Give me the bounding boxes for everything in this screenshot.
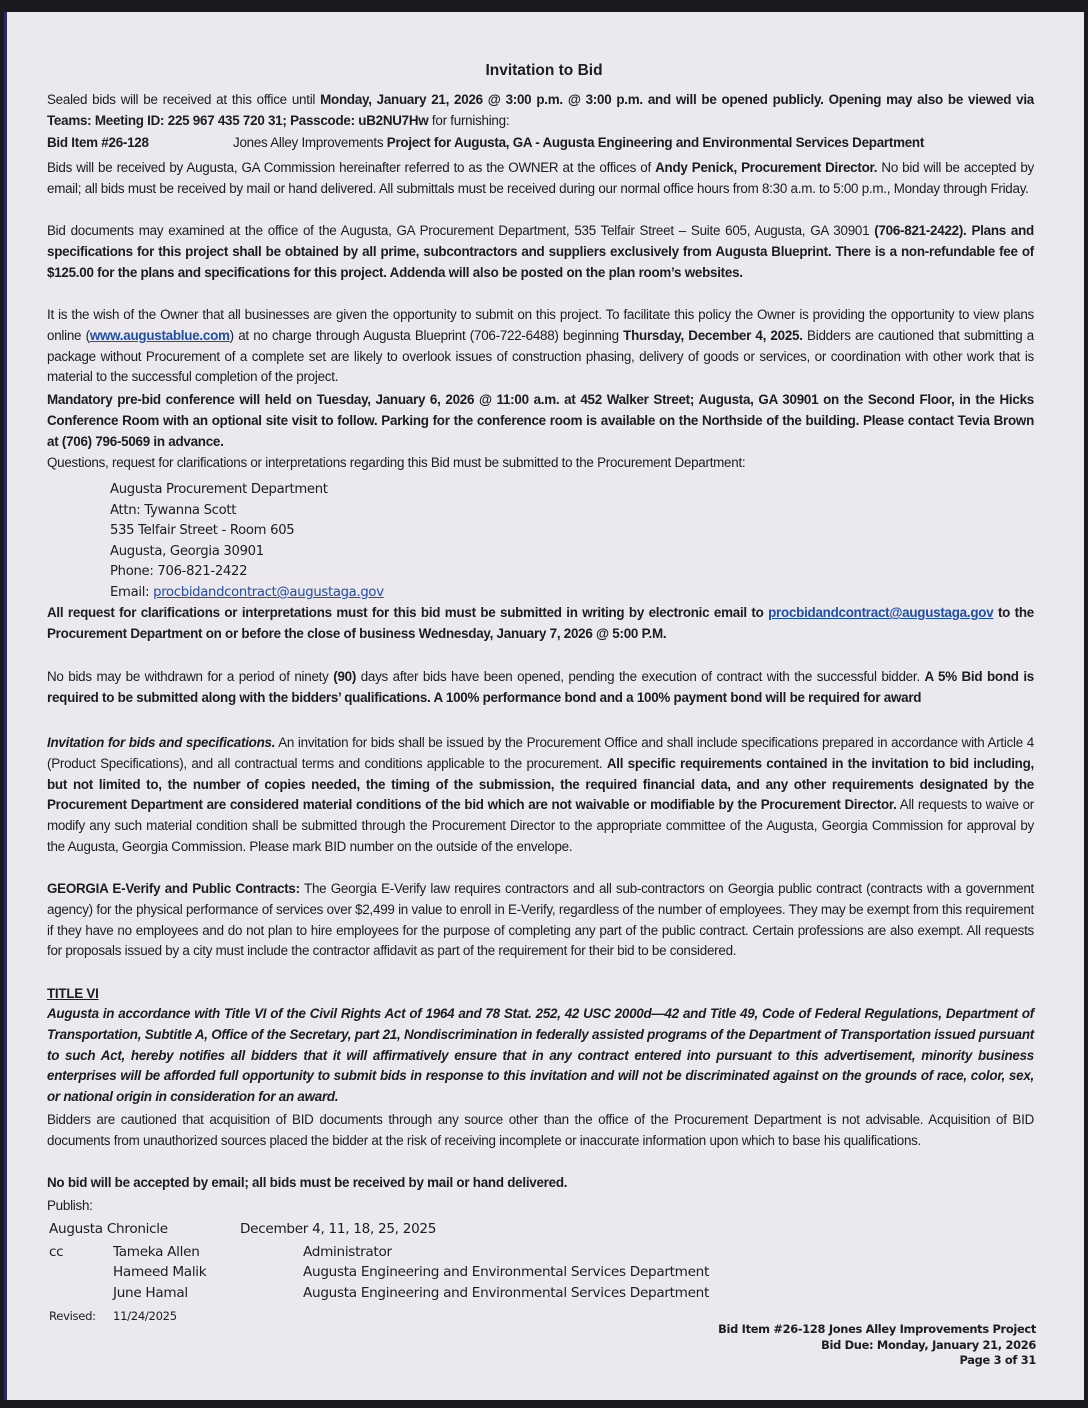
address-line: Augusta Procurement Department — [110, 482, 328, 497]
paragraph-opportunity: It is the wish of the Owner that all businesses are given the opportunity to submit on this project. To facilitate this policy the Owner is providing the opportunity to view plans online (www.augustablue.com) at no charge through Augusta Blueprint (706-722-6488) beginning Thursday, December 4, 2025. Bidders are cautioned that submitting a package without Procurement of a complete set are likely to overlook issues of construction phasing, delivery of goods or services, or coordination with other work that is material to the successful completion of the project. — [47, 307, 1034, 385]
paragraph-sealed-bids: Sealed bids will be received at this office until Monday, January 21, 2026 @ 3:00 p.m. @ 3:00 p.m. and will be opened publicly. Opening may also be viewed via Teams: Meeting ID: 225 967 435 720 31; Passcode: uB2NU7Hw for furnishing: — [47, 92, 1034, 128]
address-line: Augusta, Georgia 30901 — [110, 543, 264, 559]
title-vi-heading: TITLE VI — [47, 986, 99, 1001]
cc-name: June Hamal — [113, 1285, 188, 1301]
paragraph-questions: Questions, request for clarifications or interpretations regarding this Bid must be submitted to the Procurement Department: — [47, 455, 746, 470]
revised-label: Revised: — [49, 1309, 96, 1323]
address-line: 535 Telfair Street - Room 605 — [110, 523, 295, 539]
bid-item-label: Bid Item #26-128 — [47, 135, 149, 150]
cc-name: Tameka Allen — [113, 1244, 200, 1260]
paragraph-title-vi: Augusta in accordance with Title VI of the Civil Rights Act of 1964 and 78 Stat. 252, 42 USC 2000d—42 and Title 49, Code of Federal Regulations, Department of Transportation, Subtitle A, Office of the Secretary, part 21, Nondiscrimination in federally assisted programs of the Department of Transportation issued pursuant to such Act, hereby notifies all bidders that it will affirmatively ensure that in any contract entered into pursuant to this advertisement, minority business enterprises will be afforded full opportunity to submit bids in response to this invitation and will not be discriminated against on the grounds of race, color, sex, or national origin in consideration for an award. — [47, 1006, 1034, 1105]
bid-item-line: Bid Item #26-128 Jones Alley Improvements Project for Augusta, GA - Augusta Engineering and Environmental Services Department — [47, 133, 1034, 154]
footer-bid-due: Bid Due: Monday, January 21, 2026 — [821, 1337, 1036, 1352]
paragraph-e-verify: GEORGIA E-Verify and Public Contracts: The Georgia E-Verify law requires contractors and all sub-contractors on Georgia public contract (contracts with a government agency) for the physical performance of services over $2,499 in value to enroll in E-Verify, regardless of the number of employees. They may be exempt from this requirement if they have no employees and do not plan to hire employees for the purpose of completing any part of the public contract. Certain professions are also exempt. All requests for proposals issued by a city must include the contractor affidavit as part of the requirement for their bid to be considered. — [47, 881, 1035, 959]
publication-dates: December 4, 11, 18, 25, 2025 — [240, 1221, 437, 1237]
email-link[interactable]: procbidandcontract@augustaga.gov — [768, 605, 994, 620]
augustablue-link[interactable]: www.augustablue.com — [89, 327, 230, 343]
address-line: Attn: Tywanna Scott — [110, 502, 237, 518]
paragraph-bids-received: Bids will be received by Augusta, GA Commission hereinafter referred to as the OWNER at the offices of Andy Penick, Procurement Director. No bid will be accepted by email; all bids must be received by mail or hand delivered. All submittals must be received during our normal office hours from 8:30 a.m. to 5:00 p.m., Monday through Friday. — [47, 160, 1034, 196]
email-link[interactable]: procbidandcontract@augustaga.gov — [153, 584, 384, 600]
paragraph-acquisition: Bidders are cautioned that acquisition of BID documents through any source other than the office of the Procurement Department is not advisable. Acquisition of BID documents from unauthorized sources placed the bidder at the risk of receiving incomplete or inaccurate information upon which to base his qualifications. — [47, 1112, 1034, 1148]
publication-name: Augusta Chronicle — [49, 1221, 168, 1237]
paragraph-invitation-specs: Invitation for bids and specifications. An invitation for bids shall be issued by the Procurement Office and shall include specifications prepared in accordance with Article 4 (Product Specifications), and all contractual terms and conditions applicable to the procurement. All specific requirements contained in the invitation to bid including, but not limited to, the number of copies needed, the timing of the submission, the required financial data, and any other requirements designated by the Procurement Department are considered material conditions of the bid which are not waivable or modifiable by the Procurement Director. All requests to waive or modify any such material condition shall be submitted through the Procurement Director to the appropriate committee of the Augusta, Georgia Commission for approval by the Augusta, Georgia Commission. Please mark BID number on the outside of the envelope. — [47, 735, 1035, 854]
paragraph-no-email-bids: No bid will be accepted by email; all bids must be received by mail or hand delivered. — [47, 1175, 568, 1190]
address-email: Email: procbidandcontract@augustaga.gov — [110, 584, 384, 600]
address-phone: Phone: 706-821-2422 — [110, 564, 248, 580]
publish-label: Publish: — [47, 1198, 93, 1213]
page-title: Invitation to Bid — [485, 62, 603, 79]
paragraph-withdrawal: No bids may be withdrawn for a period of ninety (90) days after bids have been opened, pending the execution of contract with the successful bidder. A 5% Bid bond is required to be submitted along with the bidders’ qualifications. A 100% performance bond and a 100% payment bond will be required for award — [47, 669, 1034, 705]
footer-bid-item: Bid Item #26-128 Jones Alley Improvements Project — [718, 1322, 1036, 1336]
paragraph-bid-documents: Bid documents may examined at the office of the Augusta, GA Procurement Department, 535 Telfair Street – Suite 605, Augusta, GA 30901 (706-821-2422). Plans and specifications for this project shall be obtained by all prime, subcontractors and suppliers exclusively from Augusta Blueprint. There is a non-refundable fee of $125.00 for the plans and specifications for this project. Addenda will also be posted on the plan room’s websites. — [47, 223, 1034, 280]
paragraph-clarifications: All request for clarifications or interpretations must for this bid must be submitted in writing by electronic email to procbidandcontract@augustaga.gov to the Procurement Department on or before the close of business Wednesday, January 7, 2026 @ 5:00 P.M. — [47, 605, 1034, 641]
page-footer — [718, 1322, 1036, 1369]
cc-name: Hameed Malik — [113, 1264, 207, 1280]
cc-title: Augusta Engineering and Environmental Services Department — [303, 1285, 710, 1301]
cc-title: Administrator — [303, 1244, 392, 1260]
procurement-address — [110, 480, 384, 604]
revised-date: 11/24/2025 — [113, 1309, 177, 1323]
paragraph-prebid-conference: Mandatory pre-bid conference will held on Tuesday, January 6, 2026 @ 11:00 a.m. at 452 Walker Street; Augusta, GA 30901 on the Second Floor, in the Hicks Conference Room with an optional site visit to follow. Parking for the conference room is available on the Northside of the building. Please contact Tevia Brown at (706) 796-5069 in advance. — [47, 392, 1034, 449]
footer-page-number: Page 3 of 31 — [959, 1353, 1036, 1367]
cc-label: cc — [49, 1244, 64, 1260]
cc-title: Augusta Engineering and Environmental Services Department — [303, 1264, 710, 1280]
